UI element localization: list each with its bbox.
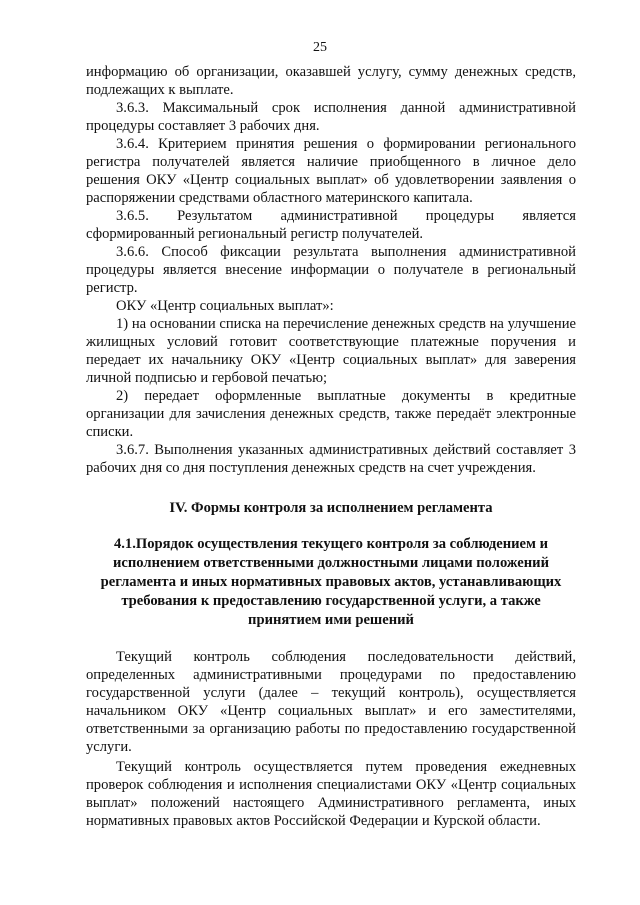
paragraph-3-6-7: 3.6.7. Выполнения указанных административных действий составляет 3 рабочих дня со дня поступления денежных средств на счет учреждения.	[86, 442, 576, 476]
document-body	[86, 63, 576, 830]
list-item-1: 1) на основании списка на перечисление денежных средств на улучшение жилищных условий готовит соответствующие платежные поручения и передает их начальнику ОКУ «Центр социальных выплат» для заверения личной подписью и гербовой печатью;	[86, 316, 576, 386]
paragraph-current-control: Текущий контроль соблюдения последовательности действий, определенных административными процедурами по предоставлению государственной услуги (далее – текущий контроль), осуществляется начальником ОКУ «Центр социальных выплат» и его заместителями, ответственными за организацию работы по предоставлению государственной услуги.	[86, 649, 576, 755]
paragraph-3-6-4: 3.6.4. Критерием принятия решения о формировании регионального регистра получателей является наличие приобщенного в личное дело решения ОКУ «Центр социальных выплат» об удовлетворении заявления о распоряжении средствами областного материнского капитала.	[86, 136, 576, 206]
paragraph-current-control-method: Текущий контроль осуществляется путем проведения ежедневных проверок соблюдения и исполнения специалистами ОКУ «Центр социальных выплат» положений настоящего Административного регламента, иных нормативных правовых актов Российской Федерации и Курской области.	[86, 759, 576, 829]
paragraph-3-6-3: 3.6.3. Максимальный срок исполнения данной административной процедуры составляет 3 рабочих дня.	[86, 100, 576, 134]
subsection-title: 4.1.Порядок осуществления текущего контроля за соблюдением и исполнением ответственными должностными лицами положений регламента и иных нормативных правовых актов, устанавливающих требования к предоставлению государственной услуги, а также принятием ими решений	[100, 536, 562, 628]
section-title: IV. Формы контроля за исполнением регламента	[169, 500, 493, 516]
paragraph-3-6-6: 3.6.6. Способ фиксации результата выполнения административной процедуры является внесение информации о получателе в региональный регистр.	[86, 244, 576, 296]
list-item-2: 2) передает оформленные выплатные документы в кредитные организации для зачисления денежных средств, также передаёт электронные списки.	[86, 388, 576, 440]
paragraph-continuation: информацию об организации, оказавшей услугу, сумму денежных средств, подлежащих к выплате.	[86, 64, 576, 98]
paragraph-3-6-5: 3.6.5. Результатом административной процедуры является сформированный региональный регистр получателей.	[86, 208, 576, 242]
page-number: 25	[313, 40, 327, 55]
paragraph-oku-intro: ОКУ «Центр социальных выплат»:	[116, 298, 334, 314]
